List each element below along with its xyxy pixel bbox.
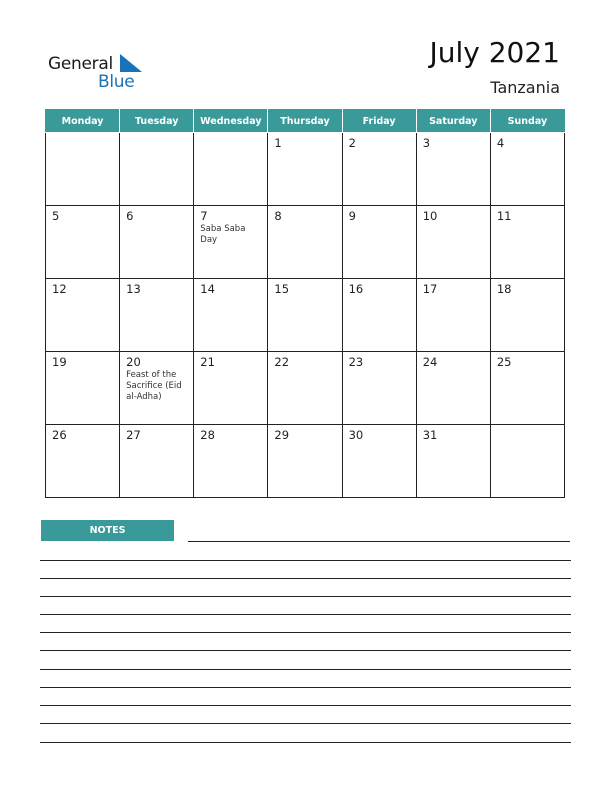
calendar-day-cell bbox=[490, 425, 564, 498]
calendar-week-row bbox=[46, 133, 565, 206]
weekday-header: Friday bbox=[342, 110, 416, 133]
day-number: 9 bbox=[348, 209, 356, 223]
calendar-week-row bbox=[46, 206, 565, 279]
note-line bbox=[40, 669, 571, 670]
calendar-day-cell bbox=[46, 279, 120, 352]
calendar-day-cell bbox=[342, 352, 416, 425]
day-number: 22 bbox=[274, 355, 290, 369]
day-number: 18 bbox=[496, 282, 512, 296]
note-line bbox=[40, 632, 571, 633]
weekday-header: Saturday bbox=[416, 110, 490, 133]
calendar-day-cell bbox=[46, 352, 120, 425]
day-number: 12 bbox=[52, 282, 67, 296]
calendar-day-cell bbox=[194, 352, 268, 425]
day-number: 29 bbox=[274, 428, 290, 442]
day-number: 28 bbox=[200, 428, 215, 442]
day-number: 6 bbox=[126, 209, 134, 223]
day-number: 3 bbox=[422, 136, 431, 150]
day-number: 30 bbox=[348, 428, 364, 442]
day-number bbox=[46, 133, 119, 137]
country-label: Tanzania bbox=[490, 78, 560, 97]
calendar-day-cell bbox=[490, 206, 564, 279]
note-line bbox=[40, 614, 571, 615]
calendar-week-row bbox=[46, 279, 565, 352]
calendar-day-cell bbox=[120, 352, 194, 425]
day-number: 4 bbox=[496, 136, 505, 150]
calendar-day-cell bbox=[46, 133, 120, 206]
note-line bbox=[40, 650, 571, 651]
calendar-day-cell bbox=[268, 279, 342, 352]
calendar-day-cell bbox=[342, 279, 416, 352]
logo-text-blue: Blue bbox=[98, 72, 135, 92]
note-line bbox=[40, 723, 571, 724]
day-number: 23 bbox=[348, 355, 364, 369]
day-number: 14 bbox=[200, 282, 215, 296]
note-line bbox=[40, 578, 571, 579]
weekday-header: Tuesday bbox=[120, 110, 194, 133]
calendar-day-cell bbox=[416, 279, 490, 352]
calendar-day-cell bbox=[268, 352, 342, 425]
day-number: 10 bbox=[422, 209, 438, 223]
day-number: 24 bbox=[422, 355, 438, 369]
day-number: 31 bbox=[422, 428, 438, 442]
day-number: 27 bbox=[126, 428, 141, 442]
day-number bbox=[491, 425, 564, 429]
calendar-day-cell bbox=[46, 206, 120, 279]
note-line bbox=[40, 596, 571, 597]
note-line bbox=[40, 687, 571, 688]
day-number: 13 bbox=[126, 282, 141, 296]
note-line bbox=[40, 560, 571, 561]
brand-logo bbox=[48, 52, 158, 92]
calendar-day-cell bbox=[416, 206, 490, 279]
calendar-day-cell bbox=[120, 206, 194, 279]
calendar-day-cell bbox=[490, 279, 564, 352]
calendar-day-cell bbox=[120, 133, 194, 206]
day-number: 15 bbox=[274, 282, 290, 296]
day-number: 11 bbox=[496, 209, 512, 223]
day-number: 25 bbox=[496, 355, 512, 369]
calendar-day-cell bbox=[490, 133, 564, 206]
logo-text-general: General bbox=[48, 54, 113, 74]
weekday-header: Wednesday bbox=[194, 110, 268, 133]
calendar-day-cell bbox=[194, 425, 268, 498]
calendar-day-cell bbox=[416, 133, 490, 206]
holiday-label: Feast of the Sacrifice (Eid al-Adha) bbox=[126, 370, 182, 402]
calendar-day-cell bbox=[490, 352, 564, 425]
notes-header: NOTES bbox=[41, 520, 174, 541]
calendar-week-row bbox=[46, 425, 565, 498]
weekday-header: Sunday bbox=[490, 110, 564, 133]
note-line bbox=[40, 742, 571, 743]
day-number: 2 bbox=[348, 136, 356, 150]
calendar-grid bbox=[45, 109, 565, 498]
calendar-day-cell bbox=[194, 133, 268, 206]
day-number: 17 bbox=[422, 282, 438, 296]
weekday-header: Thursday bbox=[268, 110, 342, 133]
note-line bbox=[188, 541, 570, 542]
day-number bbox=[194, 133, 267, 137]
day-number: 19 bbox=[52, 355, 67, 369]
calendar-day-cell bbox=[342, 425, 416, 498]
holiday-label: Saba Saba Day bbox=[200, 224, 246, 245]
day-number: 1 bbox=[274, 136, 282, 150]
calendar-day-cell bbox=[416, 425, 490, 498]
calendar-day-cell bbox=[268, 206, 342, 279]
calendar-day-cell bbox=[194, 206, 268, 279]
calendar-day-cell bbox=[120, 425, 194, 498]
day-number: 21 bbox=[200, 355, 215, 369]
day-number: 7 bbox=[200, 209, 208, 223]
day-number: 20 bbox=[126, 355, 141, 369]
calendar-week-row bbox=[46, 352, 565, 425]
calendar-day-cell bbox=[194, 279, 268, 352]
calendar-day-cell bbox=[46, 425, 120, 498]
calendar-day-cell bbox=[416, 352, 490, 425]
weekday-header: Monday bbox=[46, 110, 120, 133]
calendar-day-cell bbox=[342, 133, 416, 206]
calendar-day-cell bbox=[120, 279, 194, 352]
calendar-day-cell bbox=[268, 425, 342, 498]
day-number bbox=[120, 133, 193, 137]
weekday-header-row bbox=[46, 110, 565, 133]
day-number: 26 bbox=[52, 428, 67, 442]
day-number: 8 bbox=[274, 209, 282, 223]
calendar-day-cell bbox=[342, 206, 416, 279]
day-number: 16 bbox=[348, 282, 364, 296]
logo-triangle-icon bbox=[120, 54, 142, 72]
page-title: July 2021 bbox=[429, 36, 560, 69]
note-line bbox=[40, 705, 571, 706]
calendar-day-cell bbox=[268, 133, 342, 206]
day-number: 5 bbox=[52, 209, 60, 223]
